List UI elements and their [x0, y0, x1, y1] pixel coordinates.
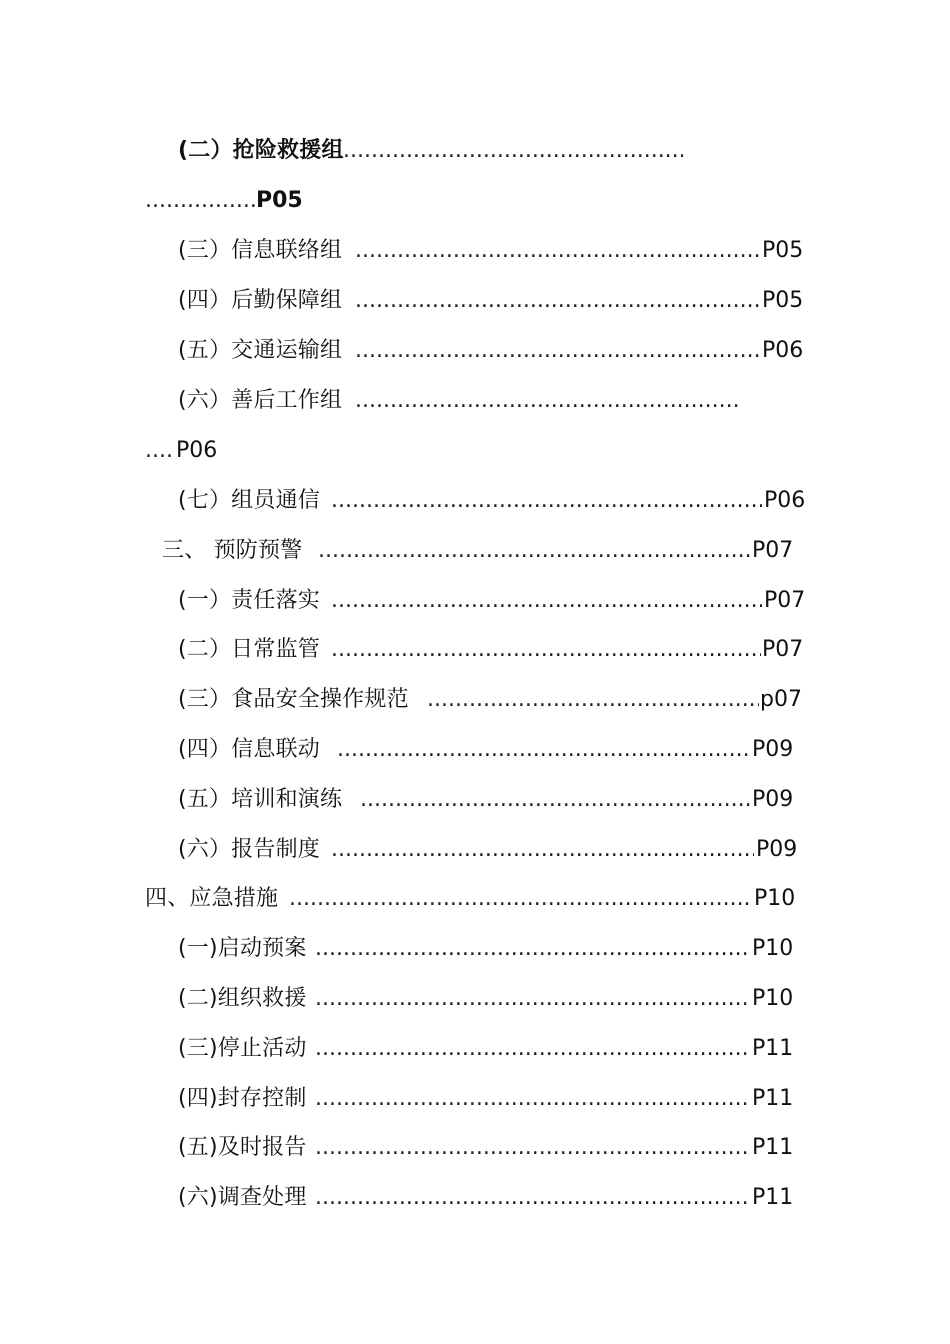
- toc-entry-page: P05: [256, 188, 303, 213]
- toc-entry-page: P09: [756, 837, 798, 862]
- toc-entry-label: (三）食品安全操作规范: [178, 687, 409, 712]
- toc-leader-dots: [331, 586, 762, 616]
- toc-leader-dots: [337, 735, 751, 765]
- toc-entry-label: (五）交通运输组: [178, 338, 343, 363]
- toc-entry-label: (六）报告制度: [178, 837, 320, 862]
- toc-entry-label: (三)停止活动: [178, 1036, 307, 1061]
- toc-leader-dots: [315, 1183, 750, 1213]
- toc-leader-dots: [355, 236, 760, 266]
- toc-entry-page: P11: [752, 1185, 794, 1210]
- toc-entry-page: p07: [760, 687, 802, 712]
- toc-entry-page: P06: [762, 338, 804, 363]
- toc-leader-dots: [315, 1034, 750, 1064]
- toc-entry-page: P05: [762, 288, 804, 313]
- toc-entry-page: P06: [764, 488, 806, 513]
- toc-leader-dots: [289, 884, 752, 914]
- toc-entry-label: (五)及时报告: [178, 1135, 307, 1160]
- toc-entry-page: P05: [762, 238, 804, 263]
- toc-leader-dots: [360, 785, 751, 815]
- toc-entry-page: P07: [762, 637, 804, 662]
- toc-leader-dots: [145, 436, 175, 466]
- toc-entry-label: (四）后勤保障组: [178, 288, 343, 313]
- toc-leader-dots: [427, 685, 759, 715]
- toc-entry-page: P09: [752, 737, 794, 762]
- toc-leader-dots: [355, 386, 741, 416]
- toc-entry-label: (一)启动预案: [178, 936, 307, 961]
- toc-entry-page: P11: [752, 1135, 794, 1160]
- toc-entry-page: P10: [754, 886, 796, 911]
- toc-leader-dots: [315, 1133, 750, 1163]
- toc-leader-dots: [331, 635, 761, 665]
- toc-entry-page: P11: [752, 1086, 794, 1111]
- toc-entry-label: (二）日常监管: [178, 637, 320, 662]
- toc-entry-page: P10: [752, 936, 794, 961]
- toc-leader-dots: [331, 486, 762, 516]
- toc-entry-label: (七）组员通信: [178, 488, 320, 513]
- toc-entry-label: (四)封存控制: [178, 1086, 307, 1111]
- toc-entry-label: (二）抢险救援组: [178, 138, 344, 163]
- toc-entry-label: (三）信息联络组: [178, 238, 343, 263]
- toc-leader-dots: [318, 536, 751, 566]
- toc-leader-dots: [331, 835, 754, 865]
- toc-leader-dots: [343, 136, 683, 166]
- toc-leader-dots: [315, 1084, 750, 1114]
- toc-entry-label: (二)组织救援: [178, 986, 307, 1011]
- toc-entry-label: (四）信息联动: [178, 737, 320, 762]
- toc-entry-page: P11: [752, 1036, 794, 1061]
- toc-entry-page: P06: [176, 438, 218, 463]
- toc-entry-page: P10: [752, 986, 794, 1011]
- toc-leader-dots: [355, 286, 760, 316]
- toc-entry-page: P09: [752, 787, 794, 812]
- toc-entry-page: P07: [764, 588, 806, 613]
- toc-entry-page: P07: [752, 538, 794, 563]
- toc-section-label: 四、应急措施: [145, 886, 279, 911]
- toc-entry-label: (六)调查处理: [178, 1185, 307, 1210]
- toc-entry-label: (一）责任落实: [178, 588, 320, 613]
- toc-entry-label: (五）培训和演练: [178, 787, 343, 812]
- toc-leader-dots: [355, 336, 760, 366]
- toc-leader-dots: [315, 984, 750, 1014]
- toc-leader-dots: [145, 186, 255, 216]
- toc-entry-label: (六）善后工作组: [178, 388, 343, 413]
- toc-section-label: 三、 预防预警: [162, 538, 303, 563]
- toc-leader-dots: [315, 934, 750, 964]
